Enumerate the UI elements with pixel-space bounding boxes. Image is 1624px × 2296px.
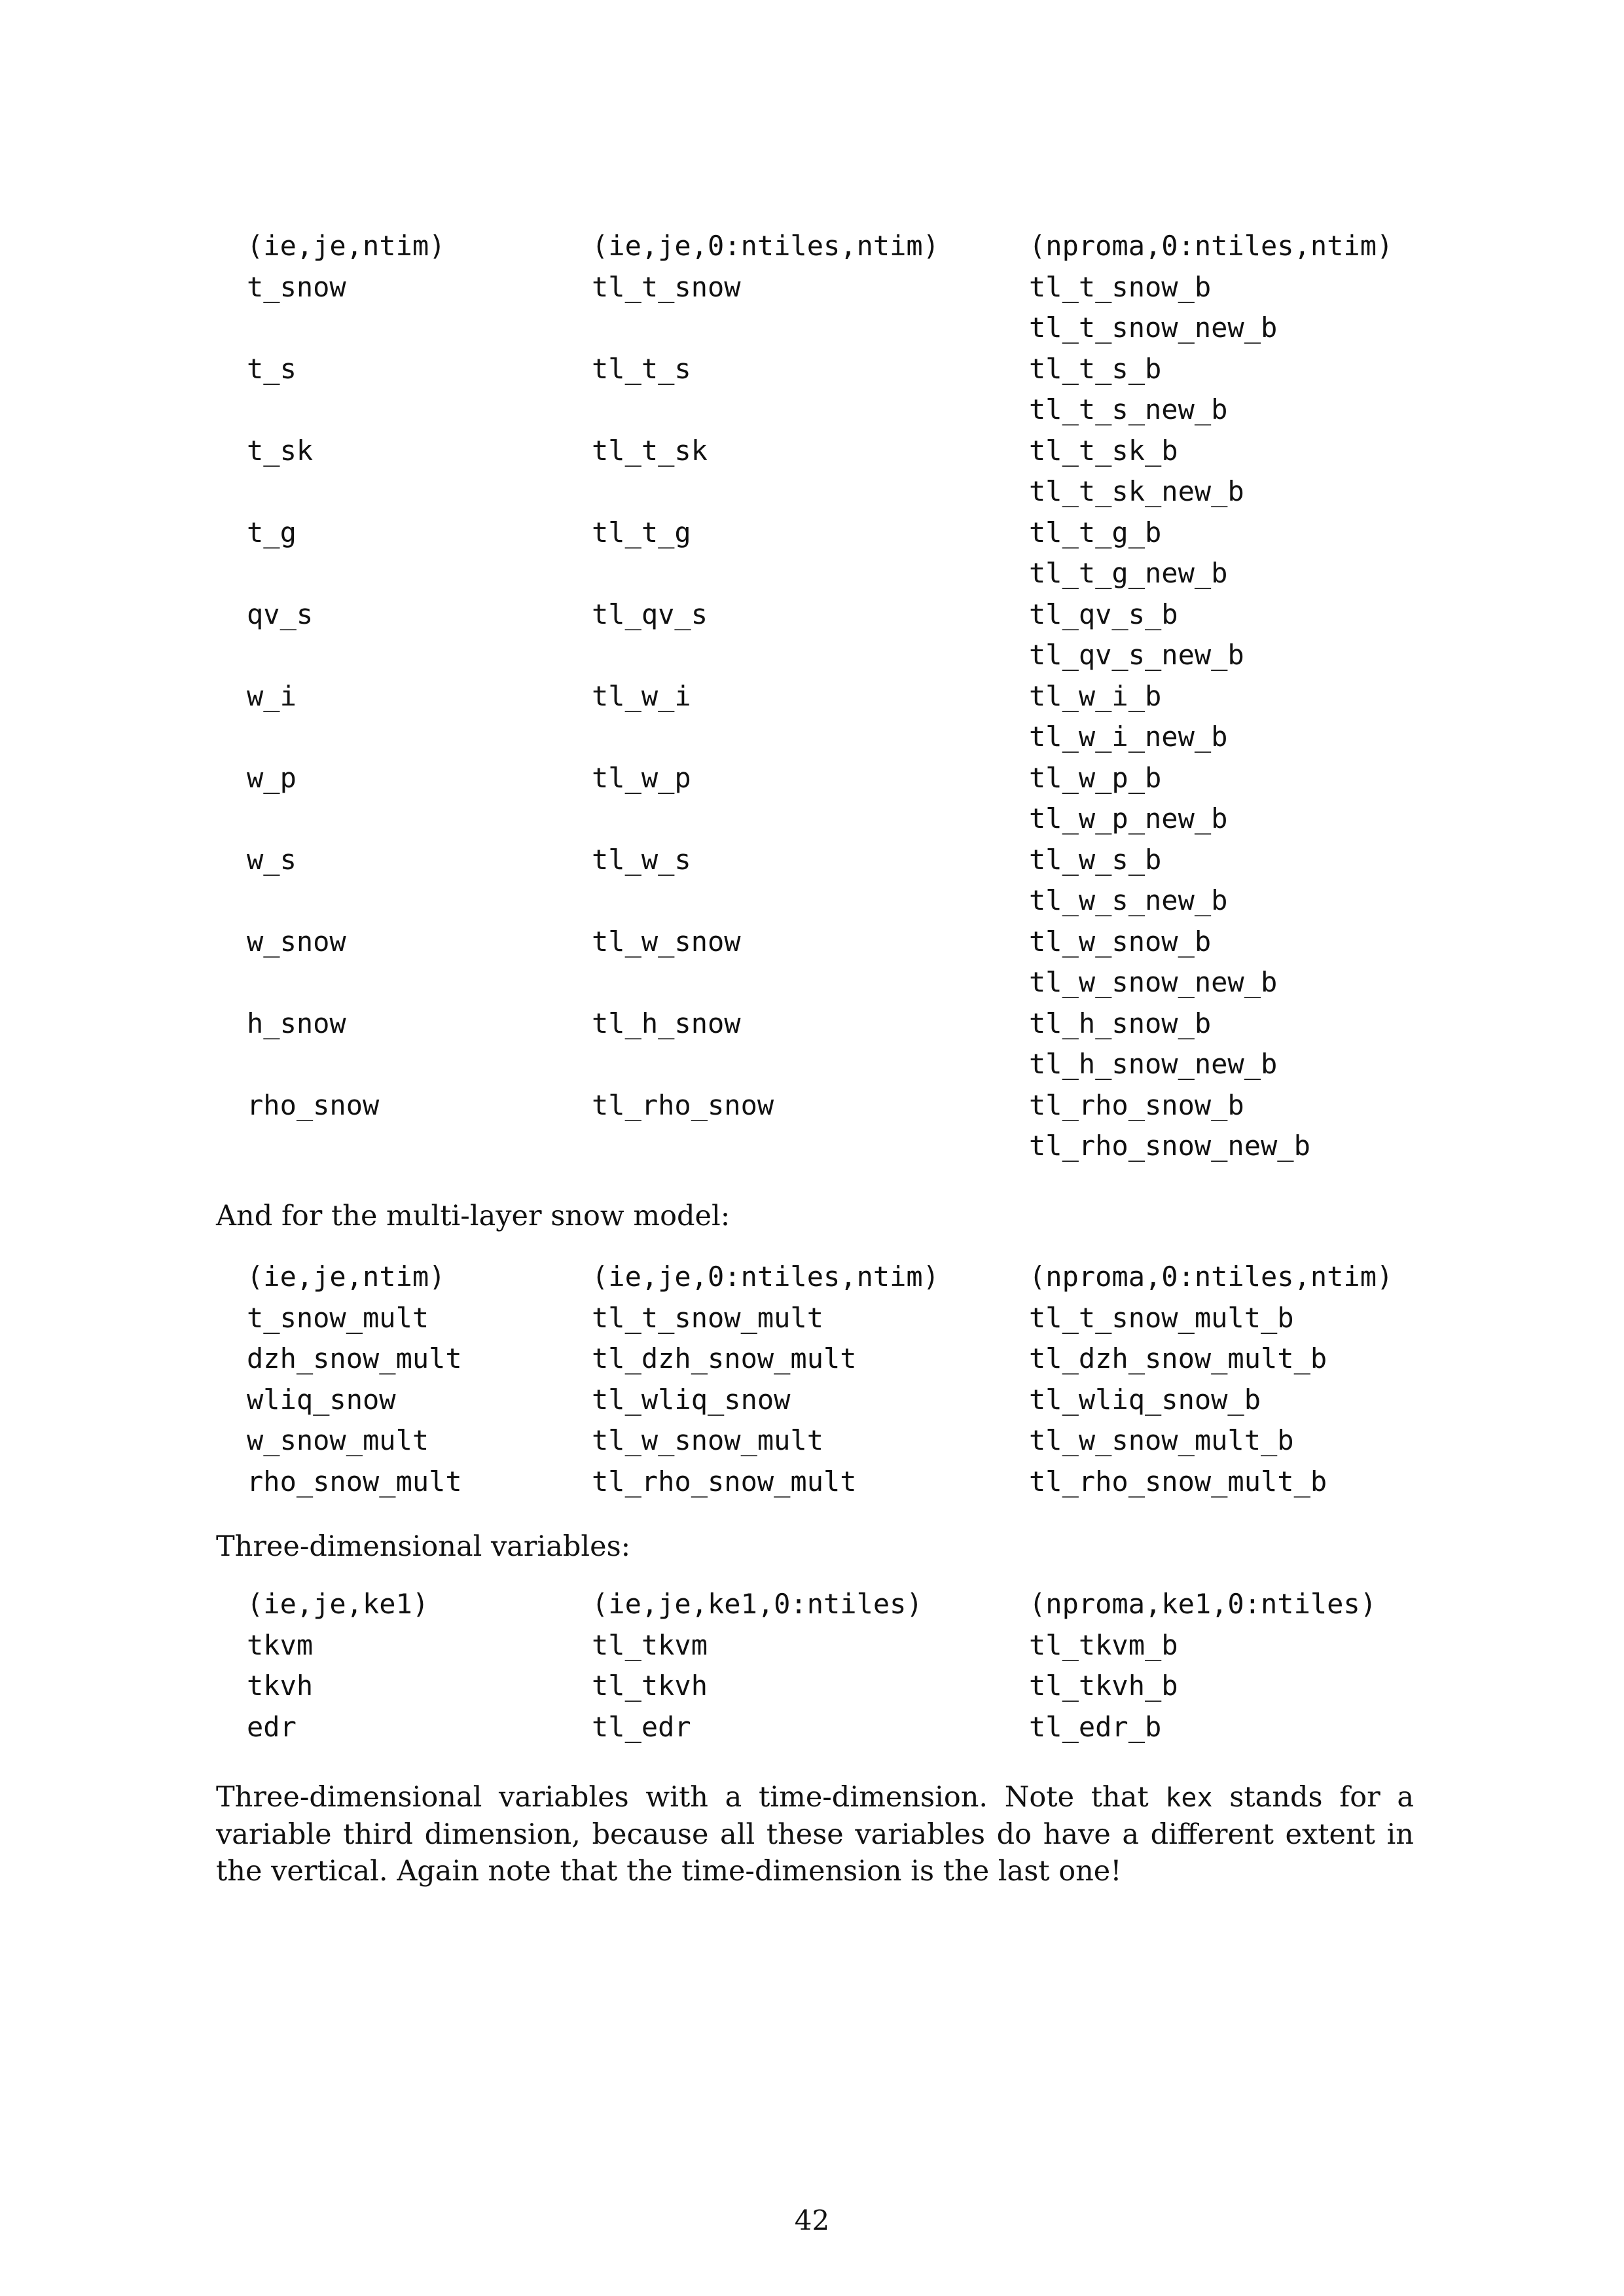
table-row [247,922,1425,963]
table-cell [247,553,592,594]
table-cell: t_snow_mult [247,1301,429,1334]
table-row [247,349,1425,390]
table-row [247,553,1425,594]
time-dim-text-2: stands for a variable third dimension, because all these variables do have a different extent in the vertical. Again note that the time-dimension is the last one! [216,1781,1414,1888]
table-cell: tl_dzh_snow_mult [592,1342,857,1374]
table-cell: tl_w_p [592,761,691,794]
table-cell: tl_w_p_b [1029,761,1162,794]
table-row [247,798,1425,840]
table-cell [247,635,592,676]
table-cell: tl_t_g_b [1029,516,1162,548]
table-cell: rho_snow [247,1088,380,1121]
table-header-row [247,226,1425,267]
table-row [247,267,1425,308]
table-cell: tl_h_snow_new_b [1029,1048,1278,1080]
table-cell [247,1126,592,1167]
table-cell [592,880,1029,922]
table-row [247,635,1425,676]
table-cell [592,471,1029,512]
table-cell: tl_wliq_snow_b [1029,1383,1261,1416]
header-cell: (ie,je,ntim) [247,230,446,262]
kex-code: kex [1165,1783,1213,1813]
table-cell [247,1044,592,1085]
table-row [247,308,1425,349]
header-cell: (nproma,ke1,0:ntiles) [1029,1588,1377,1620]
table-cell: tl_dzh_snow_mult_b [1029,1342,1327,1374]
table-cell: tl_rho_snow_mult [592,1465,857,1498]
table-row [247,1044,1425,1085]
table-cell [247,798,592,840]
table-cell: tl_edr [592,1710,691,1743]
table-cell: tl_t_snow_new_b [1029,312,1278,344]
table-cell [592,553,1029,594]
variable-table-three-dimensional [247,1584,1425,1748]
table-row [247,1003,1425,1045]
table-cell: w_p [247,761,297,794]
table-cell [592,389,1029,431]
table-cell: tl_w_snow_mult [592,1424,824,1456]
table-cell: w_snow [247,925,346,958]
table-cell: tl_edr_b [1029,1710,1162,1743]
table-cell [592,717,1029,758]
table-cell: tl_w_i_new_b [1029,721,1228,753]
table-row [247,1420,1425,1462]
variable-table-single-layer-snow [247,226,1425,1167]
table-cell [592,798,1029,840]
table-row [247,880,1425,922]
table-cell: w_s [247,843,297,876]
table-cell: w_snow_mult [247,1424,429,1456]
table-cell: tl_w_s_b [1029,843,1162,876]
table-cell: tl_tkvm_b [1029,1628,1178,1661]
table-cell: tl_t_snow [592,270,741,303]
table-cell: tl_t_g [592,516,691,548]
table-row [247,1126,1425,1167]
table-row [247,1380,1425,1421]
table-cell [592,308,1029,349]
table-cell: edr [247,1710,297,1743]
time-dimension-paragraph [216,1779,1414,1890]
table-cell: tkvm [247,1628,314,1661]
table-row [247,1625,1425,1666]
header-cell: (nproma,0:ntiles,ntim) [1029,1261,1394,1293]
table-cell: tl_tkvh_b [1029,1670,1178,1702]
table-cell: tl_t_snow_mult [592,1301,824,1334]
time-dim-text-1: Three-dimensional variables with a time-dimension. Note that [216,1781,1166,1814]
table-row [247,431,1425,472]
table-cell: t_snow [247,270,346,303]
header-cell: (ie,je,ntim) [247,1261,446,1293]
table-cell: tl_t_sk_b [1029,434,1178,467]
table-cell: tl_t_sk_new_b [1029,475,1244,507]
table-cell: tl_rho_snow_new_b [1029,1130,1310,1162]
table-cell: tl_rho_snow_mult_b [1029,1465,1327,1498]
table-cell [247,308,592,349]
table-cell: tl_t_sk [592,434,708,467]
header-cell: (ie,je,ke1) [247,1588,429,1620]
table-cell: rho_snow_mult [247,1465,462,1498]
table-cell: tl_w_p_new_b [1029,802,1228,834]
table-cell: tl_t_s_b [1029,352,1162,385]
table-cell: tl_t_s_new_b [1029,393,1228,425]
table-cell: tl_t_s [592,352,691,385]
table-cell: tl_rho_snow_b [1029,1088,1244,1121]
table-row [247,840,1425,881]
table-cell: tl_w_snow_b [1029,925,1212,958]
table-cell [592,962,1029,1003]
table-cell [592,1126,1029,1167]
table-cell: tl_h_snow_b [1029,1007,1212,1039]
table-cell: w_i [247,679,297,712]
table-cell: tl_t_snow_mult_b [1029,1301,1294,1334]
table-row [247,1707,1425,1748]
table-cell: tl_w_snow_mult_b [1029,1424,1294,1456]
table-cell: tl_w_i [592,679,691,712]
table-row [247,1298,1425,1339]
table-cell [247,962,592,1003]
table-cell: tl_qv_s_b [1029,598,1178,630]
table-cell: tl_h_snow [592,1007,741,1039]
table-cell [247,880,592,922]
table-row [247,717,1425,758]
table-cell: tl_tkvm [592,1628,708,1661]
table-header-row [247,1584,1425,1625]
header-cell: (ie,je,ke1,0:ntiles) [592,1588,923,1620]
table-cell: tl_qv_s [592,598,708,630]
table-cell: tl_wliq_snow [592,1383,791,1416]
table-cell: qv_s [247,598,314,630]
table-cell: h_snow [247,1007,346,1039]
table-cell: tkvh [247,1670,314,1702]
table-cell [592,1044,1029,1085]
table-row [247,1462,1425,1503]
table-cell: tl_qv_s_new_b [1029,639,1244,671]
table-cell: tl_w_s [592,843,691,876]
three-dim-intro: Three-dimensional variables: [216,1530,631,1563]
page-number: 42 [794,2204,830,2236]
table-row [247,512,1425,554]
table-row [247,1338,1425,1380]
table-cell: tl_tkvh [592,1670,708,1702]
multi-layer-intro: And for the multi-layer snow model: [216,1200,731,1232]
table-cell [247,389,592,431]
table-cell [247,717,592,758]
table-cell: tl_t_g_new_b [1029,557,1228,589]
table-cell: t_sk [247,434,314,467]
table-cell: wliq_snow [247,1383,396,1416]
variable-table-multi-layer-snow [247,1257,1425,1502]
table-row [247,389,1425,431]
header-cell: (nproma,0:ntiles,ntim) [1029,230,1394,262]
table-cell [247,471,592,512]
table-header-row [247,1257,1425,1298]
table-row [247,676,1425,717]
header-cell: (ie,je,0:ntiles,ntim) [592,1261,940,1293]
table-row [247,1666,1425,1707]
table-cell: tl_t_snow_b [1029,270,1212,303]
table-cell: tl_w_s_new_b [1029,884,1228,916]
table-cell: dzh_snow_mult [247,1342,462,1374]
table-cell: t_g [247,516,297,548]
table-cell: tl_w_snow [592,925,741,958]
table-cell: tl_w_i_b [1029,679,1162,712]
header-cell: (ie,je,0:ntiles,ntim) [592,230,940,262]
table-row [247,594,1425,636]
table-cell: tl_w_snow_new_b [1029,966,1278,998]
table-cell: t_s [247,352,297,385]
table-cell: tl_rho_snow [592,1088,774,1121]
table-row [247,471,1425,512]
table-row [247,1085,1425,1126]
table-row [247,758,1425,799]
table-cell [592,635,1029,676]
table-row [247,962,1425,1003]
